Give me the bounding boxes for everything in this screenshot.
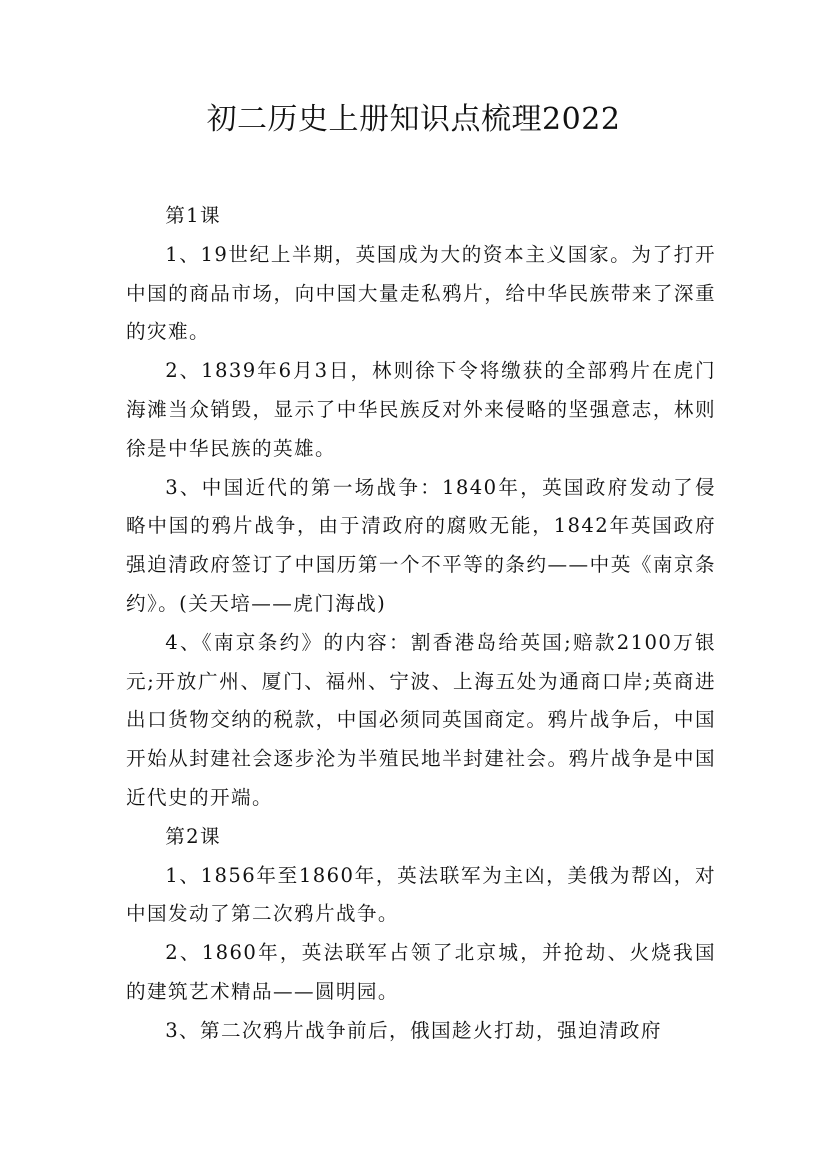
lesson-heading-1: 第1课 <box>165 204 222 227</box>
document-body <box>126 197 716 1051</box>
paragraph: 3、第二次鸦片战争前后，俄国趁火打劫，强迫清政府 <box>165 1018 662 1042</box>
paragraph: 1、19世纪上半期，英国成为大的资本主义国家。为了打开中国的商品市场，向中国大量走私鸦片，给中华民族带来了深重的灾难。 <box>126 242 716 344</box>
page-title: 初二历史上册知识点梳理2022 <box>206 102 621 137</box>
lesson-heading-2: 第2课 <box>165 824 222 848</box>
paragraph: 2、1860年，英法联军占领了北京城，并抢劫、火烧我国的建筑艺术精品——圆明园。 <box>126 941 716 1003</box>
paragraph: 4、《南京条约》的内容：割香港岛给英国;赔款2100万银元;开放广州、厦门、福州、宁波、上海五处为通商口岸;英商进出口货物交纳的税款，中国必须同英国商定。鸦片战争后，中国开始从封建社会逐步沦为半殖民地半封建社会。鸦片战争是中国近代史的开端。 <box>126 630 716 809</box>
paragraph: 1、1856年至1860年，英法联军为主凶，美俄为帮凶，对中国发动了第二次鸦片战争。 <box>126 863 716 926</box>
paragraph: 2、1839年6月3日，林则徐下令将缴获的全部鸦片在虎门海滩当众销毁，显示了中华民族反对外来侵略的坚强意志，林则徐是中华民族的英雄。 <box>126 359 716 460</box>
paragraph: 3、中国近代的第一场战争：1840年，英国政府发动了侵略中国的鸦片战争，由于清政府的腐败无能，1842年英国政府强迫清政府签订了中国历第一个不平等的条约——中英《南京条约》。(关天培——虎门海战) <box>126 475 716 615</box>
